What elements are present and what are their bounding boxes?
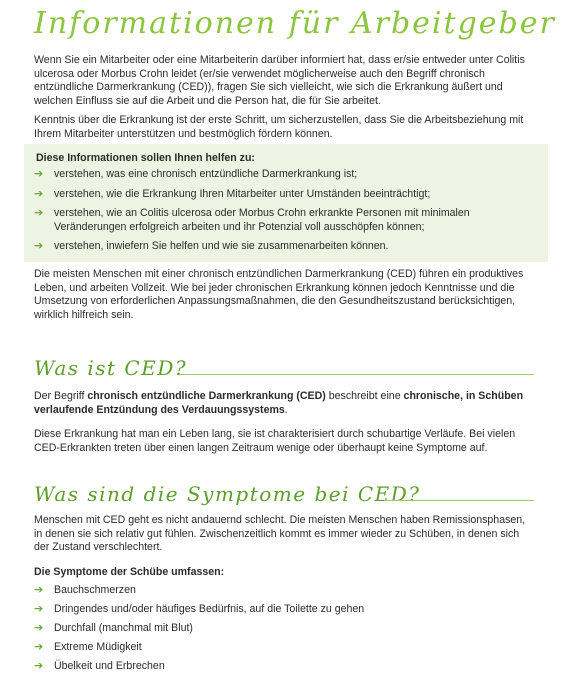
arrow-right-icon: ➔ bbox=[34, 641, 44, 654]
arrow-right-icon: ➔ bbox=[34, 187, 44, 200]
arrow-right-icon: ➔ bbox=[34, 584, 44, 596]
arrow-right-icon: ➔ bbox=[34, 660, 44, 673]
arrow-right-icon: ➔ bbox=[34, 168, 44, 180]
symptoms-paragraph: Menschen mit CED geht es nicht andauernd schlecht. Die meisten Menschen haben Remissionsphasen, in denen sie sich relativ gut fühlen. Zwischenzeitlich kommt es immer wieder zu Schüben, in denen sich der Zustand verschlechtert. bbox=[34, 514, 526, 554]
page-title: Informationen für Arbeitgeber bbox=[34, 6, 556, 41]
arrow-right-icon: ➔ bbox=[34, 622, 44, 635]
arrow-right-icon: ➔ bbox=[34, 240, 44, 253]
info-box-heading: Diese Informationen sollen Ihnen helfen zu: bbox=[36, 152, 255, 164]
symptoms-list bbox=[34, 584, 534, 674]
after-box-paragraph: Die meisten Menschen mit einer chronisch entzündlichen Darmerkrankung (CED) führen ein produktives Leben, und arbeiten Vollzeit. Wie bei jeder chronischen Erkrankung können jedoch Kenntnisse und die Umsetzung von erforderlichen Anpassungsmaßnahmen, die den Gesundheitszustand berücksichtigen, wirklich hilfreich sein. bbox=[34, 268, 524, 321]
ced-paragraph-1: Der Begriff chronisch entzündliche Darmerkrankung (CED) beschreibt eine chronische, in Schüben verlaufende Entzündung des Verdauungssystems. bbox=[34, 390, 524, 416]
intro-paragraph-1: Wenn Sie ein Mitarbeiter oder eine Mitarbeiterin darüber informiert hat, dass er/sie entweder unter Colitis ulcerosa oder Morbus Crohn leidet (er/sie verwendet möglicherweise auch den Begriff chronisch entzündliche Darmerkrankung (CED)), fragen Sie sich vielleicht, wie sich die Erkrankung äußert und welchen Einfluss sie auf die Arbeit und die Person hat, die für Sie arbeitet. bbox=[34, 54, 525, 107]
list-item: ➔ Dringendes und/oder häufiges Bedürfnis, auf die Toilette zu gehen bbox=[34, 603, 365, 616]
list-item: ➔ Extreme Müdigkeit bbox=[34, 641, 142, 654]
section-divider bbox=[384, 500, 534, 501]
list-item: ➔ verstehen, wie an Colitis ulcerosa oder Morbus Crohn erkrankte Personen mit minimalen Veränderungen erfolgreich arbeiten und ihr Potenzial voll ausschöpfen können; bbox=[34, 207, 470, 233]
arrow-right-icon: ➔ bbox=[34, 603, 44, 616]
list-item: ➔ verstehen, wie die Erkrankung Ihren Mitarbeiter unter Umständen beeinträchtigt; bbox=[34, 187, 431, 200]
ced-paragraph-2: Diese Erkrankung hat man ein Leben lang, sie ist charakterisiert durch schubartige Verläufe. Bei vielen CED-Erkrankten treten über einen langen Zeitraum wenige oder überhaupt keine Symptome auf. bbox=[34, 428, 516, 454]
symptoms-list-heading: Die Symptome der Schübe umfassen: bbox=[34, 566, 225, 578]
list-item: ➔ verstehen, was eine chronisch entzündliche Darmerkrankung ist; bbox=[34, 168, 358, 180]
list-item: ➔ Durchfall (manchmal mit Blut) bbox=[34, 622, 193, 635]
intro-paragraph-2: Kenntnis über die Erkrankung ist der erste Schritt, um sicherzustellen, dass Sie die Arbeitsbeziehung mit Ihrem Mitarbeiter unterstützen und bestmöglich fördern können. bbox=[34, 114, 524, 140]
section-divider bbox=[180, 374, 534, 375]
section-title-symptoms: Was sind die Symptome bei CED? bbox=[34, 482, 421, 506]
list-item: ➔ Übelkeit und Erbrechen bbox=[34, 660, 165, 673]
info-box-list bbox=[34, 168, 534, 254]
list-item: ➔ verstehen, inwiefern Sie helfen und wie sie zusammenarbeiten können. bbox=[34, 240, 389, 253]
section-title-ced: Was ist CED? bbox=[34, 356, 188, 380]
list-item: ➔ Bauchschmerzen bbox=[34, 584, 136, 596]
arrow-right-icon: ➔ bbox=[34, 207, 44, 220]
